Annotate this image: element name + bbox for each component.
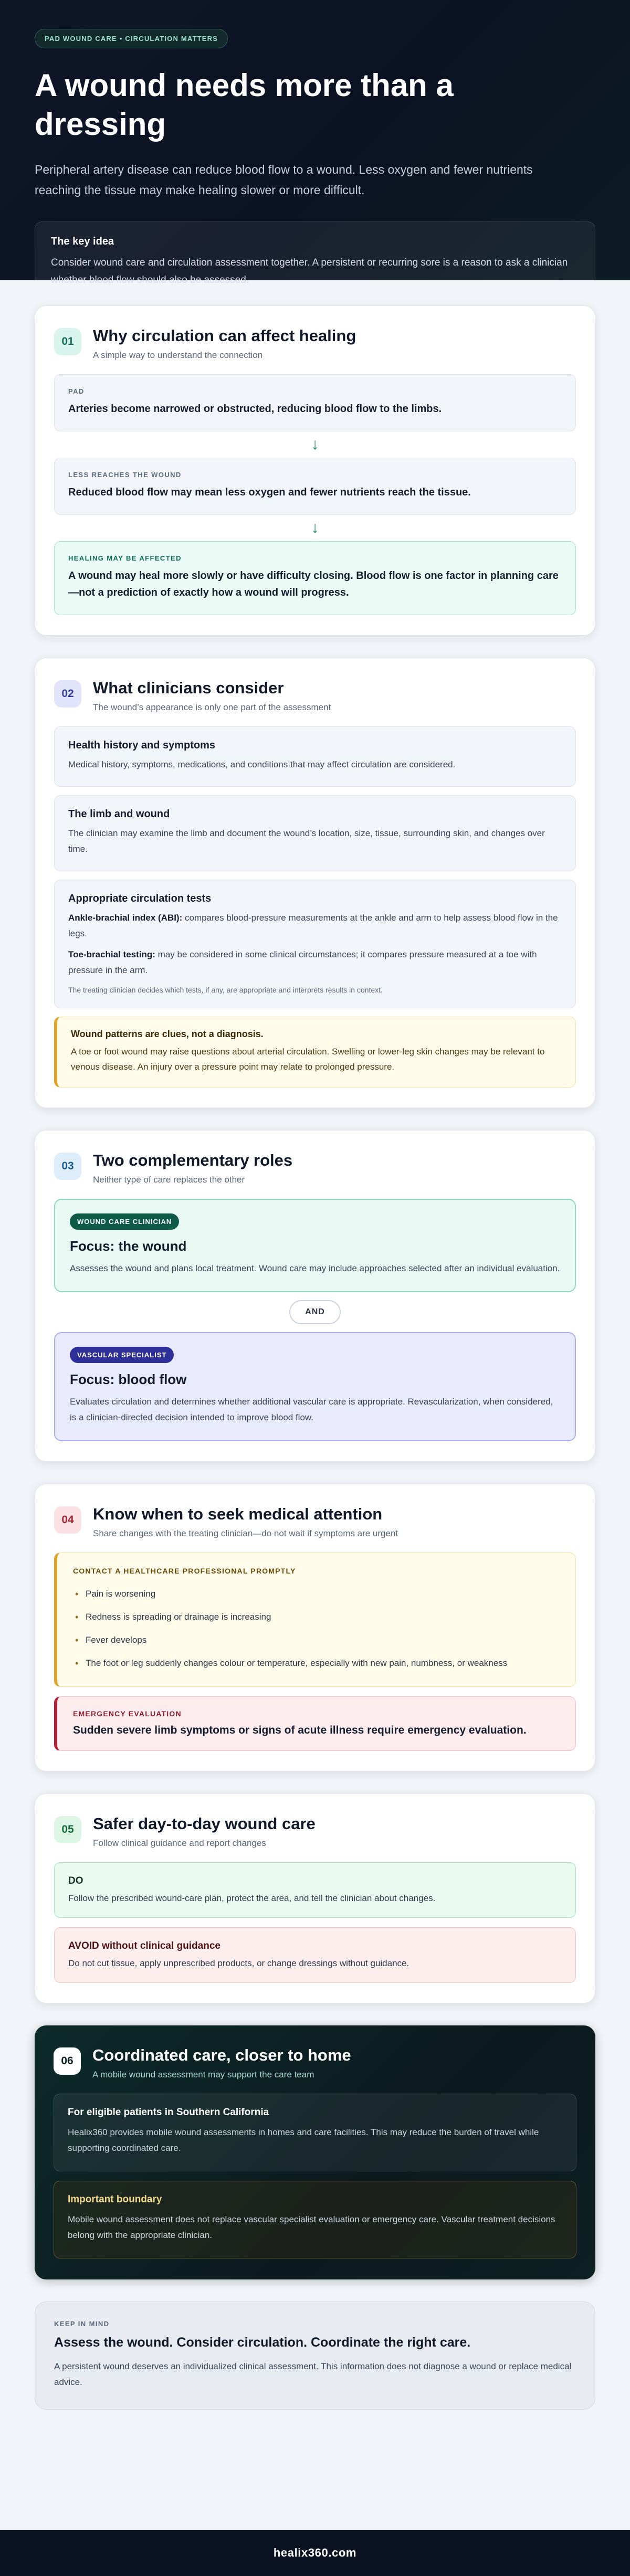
section-subtitle: A mobile wound assessment may support the care team	[92, 2070, 314, 2079]
section-number: 01	[54, 328, 81, 355]
emergency-text: Sudden severe limb symptoms or signs of acute illness require emergency evaluation.	[73, 1724, 527, 1736]
list-item: • Pain is worsening	[73, 1582, 562, 1606]
info-text: The clinician may examine the limb and document the wound’s location, size, tissue, surrounding skin, and changes over time.	[68, 828, 545, 854]
section-header	[54, 1150, 576, 1185]
section-subtitle: The wound’s appearance is only one part of the assessment	[93, 702, 331, 712]
info-circulation-tests	[54, 880, 576, 1008]
section-title: Why circulation can affect healing	[93, 326, 356, 345]
section-circulation-healing	[35, 305, 595, 636]
footer	[0, 2530, 630, 2576]
section-header	[54, 326, 576, 361]
role-tag: WOUND CARE CLINICIAN	[70, 1213, 179, 1230]
emergency-box	[54, 1696, 576, 1751]
section-number: 06	[54, 2047, 81, 2075]
page-title: A wound needs more than a dressing	[35, 68, 454, 142]
arrow-down-icon: ↓	[311, 519, 319, 536]
hero-lead: Peripheral artery disease can reduce blood flow to a wound. Less oxygen and fewer nutrients reaching the tissue may make healing slower or more difficult.	[35, 163, 533, 197]
flow-step-healing	[54, 541, 576, 615]
tbi-term: Toe-brachial testing:	[68, 949, 155, 959]
symptom-list	[73, 1582, 562, 1675]
callout-text: A toe or foot wound may raise questions about arterial circulation. Swelling or lower-leg skin changes may be relevant to venous disease. An injury over a pressure point may relate to prolonged pressure.	[71, 1047, 545, 1072]
section-title: Safer day-to-day wound care	[93, 1814, 316, 1833]
section-title: Know when to seek medical attention	[93, 1505, 383, 1523]
section-header	[54, 678, 576, 713]
list-item: • The foot or leg suddenly changes colour or temperature, especially with new pain, numbness, or weakness	[73, 1652, 562, 1675]
section-title: Coordinated care, closer to home	[92, 2046, 351, 2064]
list-item: • Redness is spreading or drainage is increasing	[73, 1606, 562, 1629]
flow-step-text: Arteries become narrowed or obstructed, reducing blood flow to the limbs.	[68, 403, 442, 415]
flow-step-text: A wound may heal more slowly or have difficulty closing. Blood flow is one factor in planning care—not a prediction of exactly how a wound will progress.	[68, 570, 559, 598]
section-safer-care	[35, 1793, 595, 2003]
section-header	[54, 1814, 576, 1849]
section-subtitle: Follow clinical guidance and report changes	[93, 1838, 266, 1848]
key-idea-title: The key idea	[51, 236, 114, 247]
key-idea-text: Consider wound care and circulation assessment together. A persistent or recurring sore is a reason to ask a clinician whether blood flow should also be assessed.	[51, 257, 568, 286]
flow-step-less-reaches	[54, 458, 576, 515]
important-boundary-box	[54, 2181, 576, 2258]
avoid-title: AVOID without clinical guidance	[68, 1940, 220, 1951]
section-subtitle: A simple way to understand the connection	[93, 350, 263, 360]
info-limb-wound	[54, 795, 576, 871]
role-text: Assesses the wound and plans local treatment. Wound care may include approaches selected after an individual evaluation.	[70, 1263, 560, 1273]
role-wound-care-clinician	[54, 1199, 576, 1292]
keep-title: Assess the wound. Consider circulation. Coordinate the right care.	[54, 2335, 471, 2350]
section-number: 04	[54, 1506, 81, 1534]
boundary-text: Mobile wound assessment does not replace vascular specialist evaluation or emergency care. Vascular treatment decisions belong with the appropriate clinician.	[68, 2214, 555, 2240]
role-text: Evaluates circulation and determines whether additional vascular care is appropriate. Revascularization, when considered, is a clinician-directed decision intended to improve blood flow.	[70, 1397, 553, 1422]
footer-website-link[interactable]: healix360.com	[273, 2546, 357, 2559]
abi-text: compares blood-pressure measurements at the ankle and arm to help assess blood flow in the legs.	[68, 913, 558, 938]
and-pill: AND	[289, 1300, 341, 1324]
info-history	[54, 726, 576, 787]
flow-step-pad	[54, 374, 576, 431]
prompt-contact-box	[54, 1553, 576, 1687]
abi-description	[68, 910, 563, 942]
section-clinicians-consider	[35, 658, 595, 1108]
hero-badge: PAD WOUND CARE • CIRCULATION MATTERS	[35, 29, 228, 48]
section-title: What clinicians consider	[93, 679, 284, 697]
eligible-text: Healix360 provides mobile wound assessments in homes and care facilities. This may reduce the burden of travel while supporting coordinated care.	[68, 2127, 539, 2153]
boundary-title: Important boundary	[68, 2194, 162, 2205]
flow-step-label: LESS REACHES THE WOUND	[68, 471, 182, 479]
do-box	[54, 1862, 576, 1918]
flow-step-text: Reduced blood flow may mean less oxygen and fewer nutrients reach the tissue.	[68, 487, 471, 498]
key-idea-box	[35, 221, 595, 304]
role-tag: VASCULAR SPECIALIST	[70, 1347, 174, 1363]
section-complementary-roles	[35, 1130, 595, 1462]
arrow-down-icon: ↓	[311, 436, 319, 453]
section-header	[54, 2045, 576, 2080]
section-title: Two complementary roles	[93, 1151, 293, 1169]
emergency-label: EMERGENCY EVALUATION	[73, 1709, 182, 1718]
role-title: Focus: blood flow	[70, 1371, 187, 1387]
tbi-description	[68, 947, 563, 978]
keep-in-mind-box	[35, 2301, 595, 2410]
do-text: Follow the prescribed wound-care plan, protect the area, and tell the clinician about changes.	[68, 1893, 436, 1903]
abi-term: Ankle-brachial index (ABI):	[68, 913, 183, 923]
flow-step-label: HEALING MAY BE AFFECTED	[68, 554, 182, 562]
callout-title: Wound patterns are clues, not a diagnosis.	[71, 1029, 264, 1039]
wound-patterns-callout	[54, 1017, 576, 1088]
tbi-text: may be considered in some clinical circumstances; it compares pressure measured at a toe with pressure in the arm.	[68, 949, 537, 975]
section-subtitle: Neither type of care replaces the other	[93, 1175, 245, 1185]
section-subtitle: Share changes with the treating clinician—do not wait if symptoms are urgent	[93, 1528, 398, 1538]
hero-section	[0, 0, 630, 286]
keep-text: A persistent wound deserves an individualized clinical assessment. This information does not diagnose a wound or replace medical advice.	[54, 2361, 572, 2387]
avoid-box	[54, 1927, 576, 1983]
role-vascular-specialist	[54, 1332, 576, 1441]
section-header	[54, 1504, 576, 1539]
keep-label: KEEP IN MIND	[54, 2320, 110, 2328]
role-title: Focus: the wound	[70, 1238, 187, 1254]
section-seek-attention	[35, 1484, 595, 1771]
eligible-patients-box	[54, 2094, 576, 2171]
avoid-text: Do not cut tissue, apply unprescribed products, or change dressings without guidance.	[68, 1958, 410, 1968]
tests-note: The treating clinician decides which tests, if any, are appropriate and interprets results in context.	[68, 986, 383, 994]
and-divider	[54, 1292, 576, 1332]
section-number: 03	[54, 1153, 81, 1180]
info-title: Health history and symptoms	[68, 740, 216, 751]
section-number: 02	[54, 680, 81, 708]
info-text: Medical history, symptoms, medications, and conditions that may affect circulation are considered.	[68, 759, 456, 769]
section-number: 05	[54, 1816, 81, 1843]
prompt-label: CONTACT A HEALTHCARE PROFESSIONAL PROMPTLY	[73, 1567, 296, 1575]
eligible-title: For eligible patients in Southern California	[68, 2107, 269, 2118]
section-coordinated-care	[35, 2025, 595, 2279]
list-item: • Fever develops	[73, 1629, 562, 1652]
info-title: Appropriate circulation tests	[68, 893, 212, 904]
info-title: The limb and wound	[68, 808, 170, 820]
flow-step-label: PAD	[68, 387, 85, 395]
do-title: DO	[68, 1875, 83, 1886]
